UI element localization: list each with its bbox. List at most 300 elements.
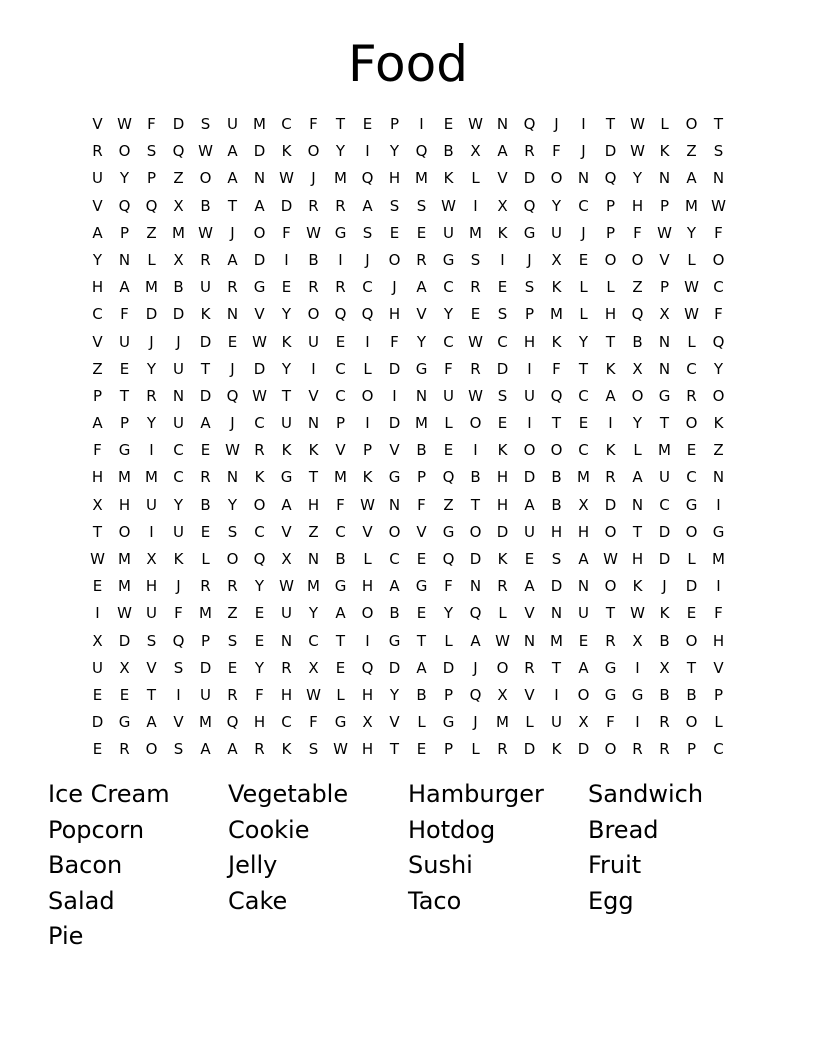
grid-letter: R	[686, 386, 697, 405]
grid-letter: P	[362, 441, 373, 460]
grid-letter: A	[362, 196, 373, 215]
grid-letter: E	[335, 658, 346, 677]
grid-letter: A	[146, 713, 157, 732]
grid-letter: T	[470, 495, 481, 514]
grid-letter: E	[443, 115, 454, 133]
grid-letter: M	[145, 468, 158, 487]
word-list	[48, 777, 768, 955]
grid-letter: R	[497, 740, 508, 759]
grid-letter: D	[577, 740, 590, 759]
grid-letter: Y	[254, 658, 265, 677]
grid-letter: W	[630, 142, 645, 161]
grid-letter: Y	[335, 142, 346, 161]
grid-letter: Y	[146, 359, 157, 378]
grid-letter: U	[92, 658, 103, 677]
grid-letter: J	[473, 713, 478, 732]
grid-letter: Q	[415, 142, 428, 161]
grid-letter: I	[284, 250, 289, 269]
grid-letter: I	[338, 250, 343, 269]
grid-letter: U	[173, 359, 184, 378]
grid-letter: T	[605, 332, 616, 351]
grid-letter: R	[335, 196, 346, 215]
grid-letter: O	[496, 658, 509, 677]
grid-letter: E	[254, 604, 265, 623]
grid-letter: M	[253, 115, 266, 133]
grid-letter: C	[92, 305, 103, 324]
grid-letter: O	[604, 522, 617, 541]
grid-letter: F	[417, 495, 426, 514]
grid-letter: E	[416, 223, 427, 242]
grid-letter: N	[712, 468, 725, 487]
grid-letter: T	[227, 196, 238, 215]
grid-letter: S	[389, 196, 400, 215]
grid-letter: M	[496, 713, 509, 732]
grid-letter: O	[226, 550, 239, 568]
grid-letter: Y	[281, 359, 292, 378]
grid-letter: J	[149, 332, 154, 351]
grid-letter: P	[389, 115, 400, 133]
grid-letter: A	[281, 495, 292, 514]
grid-letter: Z	[713, 441, 724, 460]
grid-letter: E	[92, 740, 103, 759]
grid-letter: K	[497, 550, 508, 568]
word-list-item: Vegetable	[228, 780, 349, 808]
grid-letter: R	[470, 278, 481, 297]
grid-letter: L	[714, 713, 723, 732]
grid-letter: L	[606, 278, 615, 297]
grid-letter: O	[118, 142, 131, 161]
grid-letter: S	[497, 386, 508, 405]
grid-letter: A	[497, 142, 508, 161]
grid-letter: S	[227, 522, 238, 541]
grid-letter: X	[119, 658, 130, 677]
grid-letter: Y	[227, 495, 238, 514]
grid-letter: K	[659, 142, 670, 161]
grid-letter: L	[471, 169, 480, 188]
grid-letter: L	[444, 631, 453, 650]
grid-letter: V	[524, 604, 535, 623]
grid-letter: D	[118, 631, 131, 650]
grid-letter: V	[416, 522, 427, 541]
grid-letter: B	[416, 441, 427, 460]
grid-letter: X	[659, 658, 670, 677]
grid-letter: B	[551, 468, 562, 487]
grid-letter: W	[684, 305, 699, 324]
grid-letter: U	[308, 332, 319, 351]
grid-letter: M	[145, 278, 158, 297]
grid-letter: H	[118, 495, 131, 514]
grid-letter: D	[253, 142, 266, 161]
grid-letter: Y	[308, 604, 319, 623]
grid-letter: T	[119, 386, 130, 405]
grid-letter: S	[416, 196, 427, 215]
grid-letter: C	[443, 332, 454, 351]
grid-letter: O	[361, 386, 374, 405]
grid-letter: D	[496, 359, 509, 378]
grid-letter: J	[662, 577, 667, 596]
grid-letter: V	[362, 522, 373, 541]
grid-letter: W	[117, 115, 132, 133]
grid-letter: D	[523, 169, 536, 188]
grid-letter: V	[497, 169, 508, 188]
grid-letter: H	[604, 305, 617, 324]
grid-letter: O	[712, 250, 725, 269]
word-list-item: Pie	[48, 922, 84, 951]
grid-letter: G	[442, 522, 455, 541]
grid-letter: F	[93, 441, 102, 460]
grid-letter: A	[254, 196, 265, 215]
grid-letter: H	[496, 495, 509, 514]
grid-letter: H	[145, 577, 158, 596]
grid-letter: P	[416, 468, 427, 487]
grid-letter: V	[92, 196, 103, 215]
grid-letter: J	[230, 359, 235, 378]
grid-letter: I	[365, 414, 370, 433]
grid-letter: L	[471, 740, 480, 759]
grid-letter: E	[497, 414, 508, 433]
grid-letter: P	[92, 386, 103, 405]
grid-letter: C	[335, 522, 346, 541]
grid-letter: F	[255, 685, 264, 704]
grid-letter: T	[659, 414, 670, 433]
grid-letter: E	[254, 631, 265, 650]
grid-letter: K	[605, 441, 616, 460]
grid-letter: M	[307, 577, 320, 596]
grid-letter: R	[605, 631, 616, 650]
grid-letter: C	[659, 495, 670, 514]
grid-letter: W	[198, 142, 213, 161]
grid-letter: V	[173, 713, 184, 732]
grid-letter: U	[173, 414, 184, 433]
grid-letter: L	[579, 305, 588, 324]
grid-letter: X	[497, 685, 508, 704]
grid-letter: V	[281, 522, 292, 541]
grid-letter: I	[635, 658, 640, 677]
grid-letter: Y	[632, 414, 643, 433]
grid-letter: A	[524, 577, 535, 596]
grid-letter: K	[713, 414, 724, 433]
grid-letter: T	[578, 359, 589, 378]
grid-letter: R	[92, 142, 103, 161]
grid-letter: O	[388, 250, 401, 269]
grid-letter: L	[687, 250, 696, 269]
grid-letter: K	[173, 550, 184, 568]
grid-letter: A	[389, 577, 400, 596]
grid-letter: M	[334, 468, 347, 487]
grid-letter: D	[658, 550, 671, 568]
grid-letter: M	[172, 223, 185, 242]
grid-letter: W	[468, 332, 483, 351]
grid-letter: T	[335, 115, 346, 133]
grid-letter: C	[335, 359, 346, 378]
grid-letter: W	[198, 223, 213, 242]
grid-letter: N	[577, 577, 590, 596]
grid-letter: M	[415, 169, 428, 188]
grid-letter: V	[92, 332, 103, 351]
grid-letter: J	[176, 577, 181, 596]
grid-letter: E	[416, 550, 427, 568]
grid-letter: V	[416, 305, 427, 324]
grid-letter: Q	[361, 169, 374, 188]
grid-letter: H	[577, 522, 590, 541]
grid-letter: G	[712, 522, 725, 541]
grid-letter: D	[253, 250, 266, 269]
grid-letter: F	[390, 332, 399, 351]
grid-letter: C	[686, 468, 697, 487]
grid-letter: X	[578, 495, 589, 514]
grid-letter: Y	[146, 414, 157, 433]
grid-letter: O	[685, 522, 698, 541]
grid-letter: S	[551, 550, 562, 568]
grid-letter: A	[92, 414, 103, 433]
grid-letter: K	[659, 604, 670, 623]
grid-letter: T	[551, 414, 562, 433]
grid-letter: D	[145, 305, 158, 324]
grid-letter: G	[253, 278, 266, 297]
word-list-item: Bread	[588, 815, 659, 844]
grid-letter: T	[308, 468, 319, 487]
grid-letter: Q	[226, 386, 239, 405]
grid-letter: A	[200, 740, 211, 759]
grid-letter: E	[227, 658, 238, 677]
grid-letter: D	[280, 196, 293, 215]
grid-letter: E	[362, 115, 373, 133]
grid-letter: A	[578, 550, 589, 568]
word-list-item: Popcorn	[48, 815, 145, 844]
grid-letter: Y	[281, 305, 292, 324]
grid-letter: R	[524, 658, 535, 677]
grid-letter: T	[605, 604, 616, 623]
grid-letter: A	[200, 414, 211, 433]
grid-letter: N	[658, 359, 671, 378]
grid-letter: M	[199, 604, 212, 623]
grid-letter: Z	[92, 359, 103, 378]
grid-letter: T	[389, 740, 400, 759]
grid-letter: Q	[226, 713, 239, 732]
grid-letter: A	[227, 250, 238, 269]
grid-letter: W	[657, 223, 672, 242]
grid-letter: I	[473, 196, 478, 215]
grid-letter: S	[470, 250, 481, 269]
word-list-item: Fruit	[588, 851, 642, 880]
grid-letter: I	[527, 414, 532, 433]
grid-letter: D	[496, 522, 509, 541]
grid-letter: C	[713, 740, 724, 759]
grid-letter: A	[119, 278, 130, 297]
grid-letter: X	[659, 305, 670, 324]
grid-letter: I	[527, 359, 532, 378]
grid-letter: O	[388, 522, 401, 541]
grid-letter: R	[200, 250, 211, 269]
grid-letter: W	[711, 196, 726, 215]
grid-letter: K	[605, 359, 616, 378]
grid-letter: P	[659, 278, 670, 297]
grid-letter: W	[360, 495, 375, 514]
grid-letter: S	[227, 631, 238, 650]
grid-letter: W	[468, 115, 483, 133]
grid-letter: V	[92, 115, 103, 133]
grid-letter: A	[227, 169, 238, 188]
grid-letter: Q	[442, 468, 455, 487]
grid-letter: K	[497, 441, 508, 460]
grid-letter: D	[604, 495, 617, 514]
grid-letter: U	[119, 332, 130, 351]
grid-letter: W	[279, 169, 294, 188]
grid-letter: N	[388, 495, 401, 514]
grid-letter: Z	[632, 278, 643, 297]
grid-letter: U	[227, 115, 238, 133]
grid-letter: L	[336, 685, 345, 704]
grid-letter: C	[281, 115, 292, 133]
grid-letter: L	[687, 332, 696, 351]
grid-letter: B	[470, 468, 481, 487]
grid-letter: F	[552, 359, 561, 378]
grid-letter: Y	[119, 169, 130, 188]
grid-letter: E	[119, 359, 130, 378]
grid-letter: G	[604, 685, 617, 704]
grid-letter: H	[496, 468, 509, 487]
grid-letter: Q	[361, 658, 374, 677]
grid-letter: P	[146, 169, 157, 188]
grid-letter: N	[631, 495, 644, 514]
grid-letter: L	[633, 441, 642, 460]
grid-letter: G	[442, 713, 455, 732]
grid-letter: F	[714, 305, 723, 324]
grid-letter: I	[608, 414, 613, 433]
grid-letter: A	[416, 658, 427, 677]
grid-letter: B	[659, 631, 670, 650]
grid-letter: Q	[712, 332, 725, 351]
grid-letter: W	[630, 604, 645, 623]
grid-letter: Q	[523, 196, 536, 215]
grid-letter: E	[578, 631, 589, 650]
grid-letter: M	[415, 414, 428, 433]
grid-letter: P	[119, 223, 130, 242]
grid-letter: D	[442, 658, 455, 677]
grid-letter: F	[633, 223, 642, 242]
grid-letter: C	[686, 359, 697, 378]
grid-letter: Y	[632, 169, 643, 188]
grid-letter: B	[632, 332, 643, 351]
grid-letter: F	[147, 115, 156, 133]
grid-letter: J	[230, 414, 235, 433]
grid-letter: K	[281, 740, 292, 759]
grid-letter: I	[716, 495, 721, 514]
grid-letter: W	[90, 550, 105, 568]
grid-letter: F	[606, 713, 615, 732]
grid-letter: V	[389, 713, 400, 732]
grid-letter: Q	[469, 604, 482, 623]
word-list-item: Ice Cream	[48, 780, 170, 808]
grid-letter: J	[230, 223, 235, 242]
grid-letter: R	[335, 278, 346, 297]
grid-letter: G	[118, 441, 131, 460]
grid-letter: L	[147, 250, 156, 269]
grid-letter: O	[685, 414, 698, 433]
grid-letter: F	[309, 115, 318, 133]
grid-letter: X	[551, 250, 562, 269]
grid-letter: O	[361, 604, 374, 623]
grid-letter: E	[686, 604, 697, 623]
grid-letter: W	[306, 685, 321, 704]
grid-letter: G	[442, 250, 455, 269]
grid-letter: Q	[604, 169, 617, 188]
grid-letter: S	[713, 142, 724, 161]
grid-letter: A	[632, 468, 643, 487]
grid-letter: E	[200, 522, 211, 541]
grid-letter: I	[500, 250, 505, 269]
grid-letter: M	[685, 196, 698, 215]
grid-letter: U	[659, 468, 670, 487]
grid-letter: X	[578, 713, 589, 732]
grid-letter: U	[173, 522, 184, 541]
grid-letter: C	[389, 550, 400, 568]
grid-letter: X	[632, 359, 643, 378]
grid-letter: B	[335, 550, 346, 568]
grid-letter: M	[577, 468, 590, 487]
grid-letter: A	[686, 169, 697, 188]
grid-letter: H	[253, 713, 266, 732]
grid-letter: W	[117, 604, 132, 623]
grid-letter: E	[389, 223, 400, 242]
grid-letter: G	[523, 223, 536, 242]
grid-letter: Z	[146, 223, 157, 242]
grid-letter: D	[604, 142, 617, 161]
grid-letter: L	[444, 414, 453, 433]
grid-letter: X	[281, 550, 292, 568]
grid-letter: V	[254, 305, 265, 324]
grid-letter: I	[581, 115, 586, 133]
grid-letter: R	[497, 577, 508, 596]
grid-letter: T	[335, 631, 346, 650]
grid-letter: O	[685, 631, 698, 650]
grid-letter: J	[473, 658, 478, 677]
grid-letter: M	[118, 577, 131, 596]
grid-letter: X	[173, 250, 184, 269]
grid-letter: G	[604, 658, 617, 677]
grid-letter: I	[149, 522, 154, 541]
grid-letter: Z	[308, 522, 319, 541]
grid-letter: S	[146, 142, 157, 161]
grid-letter: C	[497, 332, 508, 351]
grid-letter: N	[523, 631, 536, 650]
grid-letter: N	[253, 169, 266, 188]
grid-letter: C	[578, 441, 589, 460]
grid-letter: F	[552, 142, 561, 161]
grid-letter: U	[551, 713, 562, 732]
grid-letter: L	[687, 550, 696, 568]
grid-letter: Q	[631, 305, 644, 324]
grid-letter: H	[307, 495, 320, 514]
grid-letter: H	[91, 278, 104, 297]
grid-letter: F	[444, 577, 453, 596]
grid-letter: C	[173, 441, 184, 460]
grid-letter: K	[254, 468, 265, 487]
grid-letter: Q	[550, 386, 563, 405]
grid-letter: I	[176, 685, 181, 704]
grid-letter: O	[685, 713, 698, 732]
grid-letter: I	[365, 631, 370, 650]
grid-letter: N	[172, 386, 185, 405]
grid-letter: K	[281, 332, 292, 351]
grid-letter: R	[524, 142, 535, 161]
grid-letter: C	[362, 278, 373, 297]
grid-letter: O	[253, 495, 266, 514]
grid-letter: K	[551, 332, 562, 351]
grid-letter: W	[279, 577, 294, 596]
grid-letter: Q	[469, 685, 482, 704]
grid-letter: B	[551, 495, 562, 514]
